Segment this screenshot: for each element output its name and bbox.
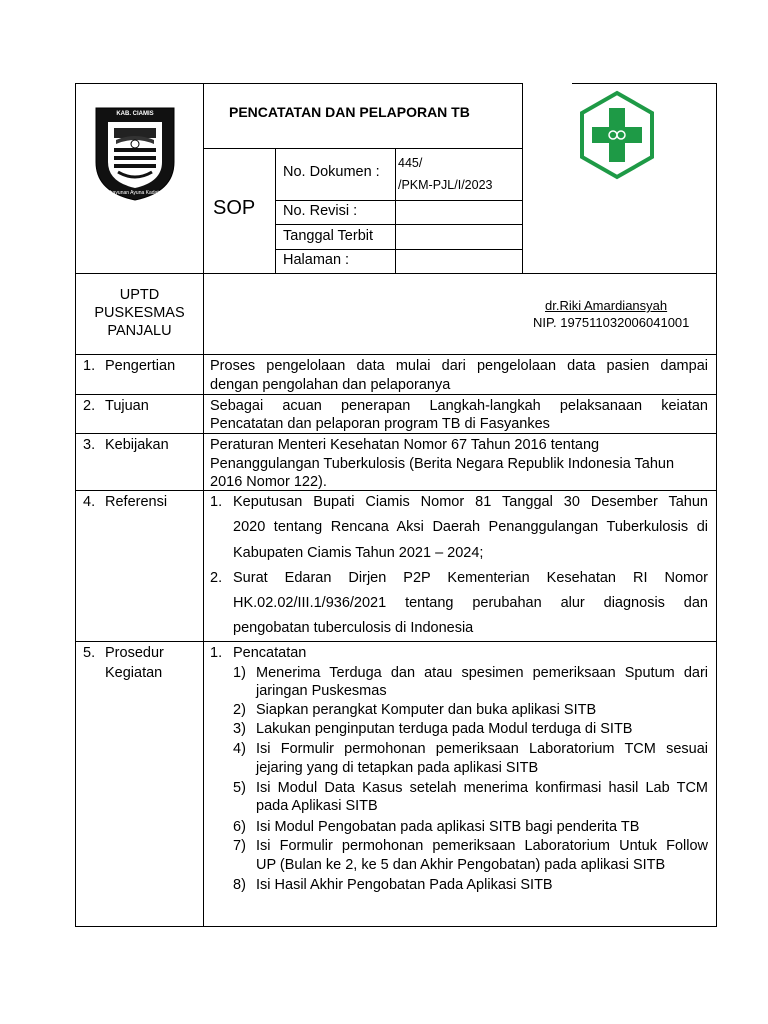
section-1-line-1: Proses pengelolaan data mulai dari pengelolaan data pasien dampai: [210, 358, 708, 374]
prosedur-sub-title: Pencatatan: [233, 645, 307, 661]
step-6-line-1: Isi Modul Pengobatan pada aplikasi SITB bagi penderita TB: [256, 819, 640, 835]
signer-nip: NIP. 197511032006041001: [533, 315, 690, 330]
step-3-num: 3): [233, 721, 246, 737]
kab-ciamis-logo: [92, 104, 178, 202]
ref-2-line-2: HK.02.02/III.1/936/2021 tentang perubahan alur diagnosis dan: [233, 595, 708, 611]
logo-bottom-text: Mahayunan Ayuna Kadatuan: [102, 190, 168, 196]
step-1-line-1: Menerima Terduga dan atau spesimen pemeriksaan Sputum dari: [256, 665, 708, 681]
section-3-line-2: Penanggulangan Tuberkulosis (Berita Negara Republik Indonesia Tahun: [210, 456, 675, 472]
prosedur-sub-num: 1.: [210, 645, 223, 661]
step-4-num: 4): [233, 741, 246, 757]
field-no-dokumen-value-2: /PKM-PJL/I/2023: [398, 178, 493, 192]
divider-s4: [75, 641, 717, 642]
ref-1-line-2: 2020 tentang Rencana Aksi Daerah Penanggulangan Tuberkulosis di: [233, 519, 708, 535]
section-3-line-3: 2016 Nomor 122).: [210, 474, 327, 490]
section-3-line-1: Peraturan Menteri Kesehatan Nomor 67 Tahun 2016 tentang: [210, 437, 600, 453]
field-halaman-label: Halaman :: [283, 252, 350, 268]
divider-header-bottom: [75, 273, 717, 274]
ref-1-num: 1.: [210, 494, 223, 510]
section-1-num: 1.: [83, 358, 96, 374]
step-3-line-1: Lakukan penginputan terduga pada Modul terduga di SITB: [256, 721, 633, 737]
org-line-1: UPTD: [119, 287, 160, 303]
border-right: [716, 83, 717, 927]
step-7-num: 7): [233, 838, 246, 854]
divider-row-revisi: [275, 200, 522, 201]
ref-2-line-1: Surat Edaran Dirjen P2P Kementerian Kesehatan RI Nomor: [233, 570, 708, 586]
step-4-line-2: jejaring yang di tetapkan pada aplikasi SITB: [256, 760, 539, 776]
ref-1-line-3: Kabupaten Ciamis Tahun 2021 – 2024;: [233, 545, 484, 561]
divider-title: [203, 148, 522, 149]
section-1-line-2: dengan pengolahan dan pelaporanya: [210, 377, 451, 393]
section-3-num: 3.: [83, 437, 96, 453]
org-line-3: PANJALU: [107, 323, 172, 339]
step-8-num: 8): [233, 877, 246, 893]
col-sop-divider: [275, 148, 276, 273]
step-6-num: 6): [233, 819, 246, 835]
step-2-line-1: Siapkan perangkat Komputer dan buka aplikasi SITB: [256, 702, 597, 718]
divider-org-bottom: [75, 354, 717, 355]
step-1-line-2: jaringan Puskesmas: [256, 683, 387, 699]
step-5-line-1: Isi Modul Data Kasus setelah menerima konfirmasi hasil Lab TCM: [256, 780, 708, 796]
puskesmas-logo: [578, 90, 656, 180]
step-2-num: 2): [233, 702, 246, 718]
col-value-divider: [395, 148, 396, 273]
step-4-line-1: Isi Formulir permohonan pemeriksaan Laboratorium TCM sesuai: [256, 741, 708, 757]
step-7-line-1: Isi Formulir permohonan pemeriksaan Laboratorium Untuk Follow: [256, 838, 708, 854]
section-5-label-1: Prosedur: [105, 645, 164, 661]
section-2-label: Tujuan: [105, 398, 149, 414]
step-5-line-2: pada Aplikasi SITB: [256, 798, 378, 814]
section-2-num: 2.: [83, 398, 96, 414]
border-bottom: [75, 926, 717, 927]
field-no-dokumen-label: No. Dokumen :: [283, 164, 380, 180]
section-2-line-2: Pencatatan dan pelaporan program TB di Fasyankes: [210, 416, 550, 432]
section-5-num: 5.: [83, 645, 96, 661]
ref-1-line-1: Keputusan Bupati Ciamis Nomor 81 Tanggal 30 Desember Tahun: [233, 494, 708, 510]
step-1-num: 1): [233, 665, 246, 681]
signer-name: dr.Riki Amardiansyah: [545, 298, 668, 313]
divider-s3: [75, 490, 717, 491]
field-tanggal-terbit-label: Tanggal Terbit: [283, 228, 374, 244]
section-4-num: 4.: [83, 494, 96, 510]
col-label-divider: [203, 83, 204, 927]
sop-label: SOP: [213, 197, 256, 219]
border-left: [75, 83, 76, 927]
section-4-label: Referensi: [105, 494, 168, 510]
ref-2-num: 2.: [210, 570, 223, 586]
section-5-label-2: Kegiatan: [105, 665, 163, 681]
doc-title: PENCATATAN DAN PELAPORAN TB: [229, 104, 470, 120]
divider-row-tanggal: [275, 224, 522, 225]
border-top: [75, 83, 717, 84]
org-line-2: PUSKESMAS: [94, 305, 185, 321]
divider-row-halaman: [275, 249, 522, 250]
col-logo-right-divider: [522, 83, 523, 273]
step-7-line-2: UP (Bulan ke 2, ke 5 dan Akhir Pengobatan) pada aplikasi SITB: [256, 857, 666, 873]
section-2-line-1: Sebagai acuan penerapan Langkah-langkah pelaksanaan keiatan: [210, 398, 708, 414]
step-8-line-1: Isi Hasil Akhir Pengobatan Pada Aplikasi SITB: [256, 877, 553, 893]
step-5-num: 5): [233, 780, 246, 796]
field-no-revisi-label: No. Revisi :: [283, 203, 358, 219]
field-no-dokumen-value-1: 445/: [398, 156, 423, 170]
ref-2-line-3: pengobatan tuberculosis di Indonesia: [233, 620, 474, 636]
section-3-label: Kebijakan: [105, 437, 169, 453]
border-top-gap-cover: [522, 83, 572, 84]
section-1-label: Pengertian: [105, 358, 176, 374]
logo-top-text: KAB. CIAMIS: [116, 111, 154, 117]
